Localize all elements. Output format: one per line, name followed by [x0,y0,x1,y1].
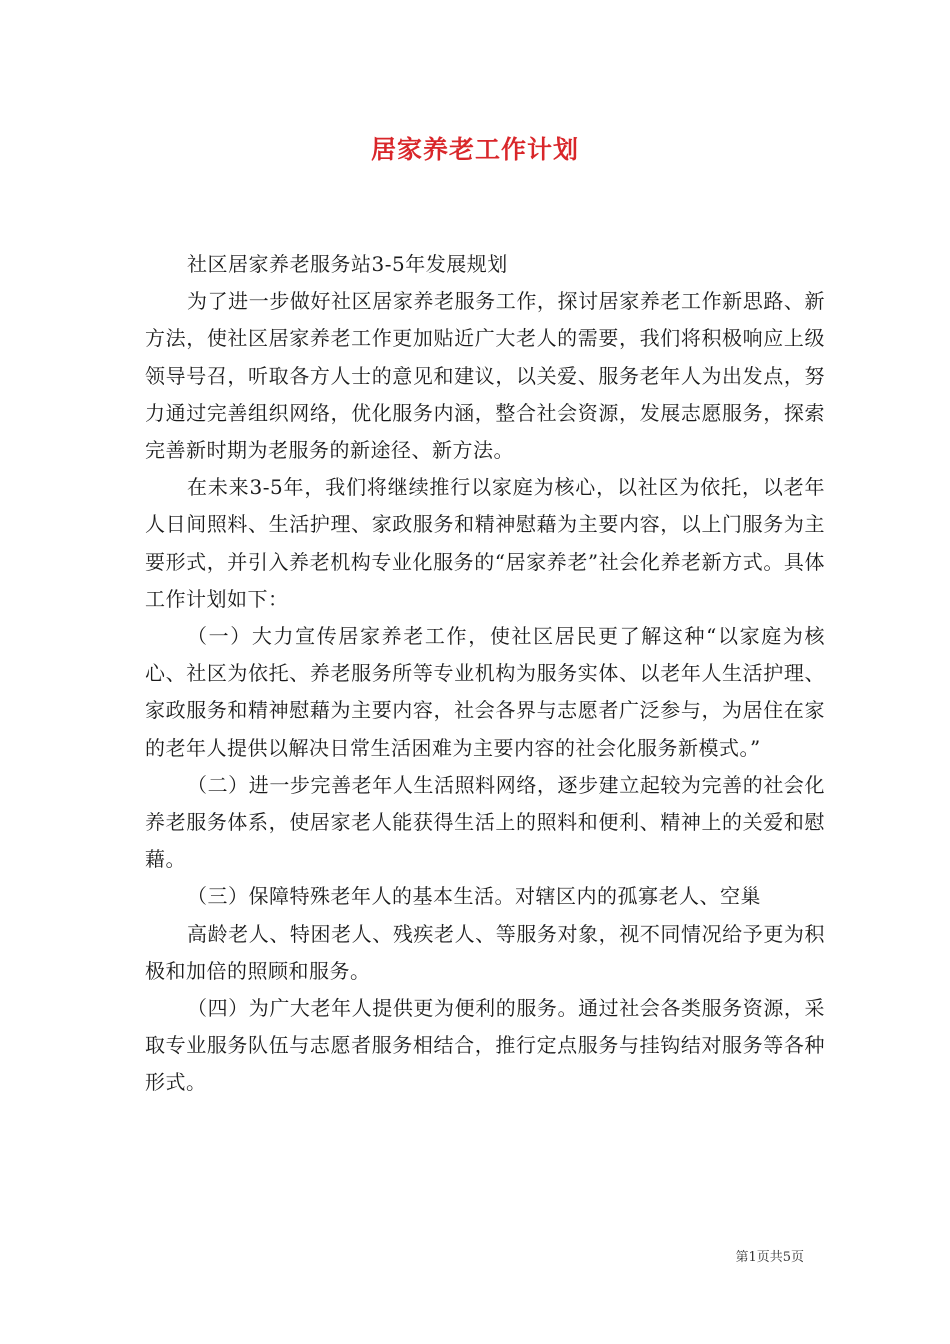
paragraph-item-1: （一）大力宣传居家养老工作，使社区居民更了解这种“以家庭为核心、社区为依托、养老服务所等专业机构为服务实体、以老年人生活护理、家政服务和精神慰藉为主要内容，社会各界与志愿者广泛参与，为居住在家的老年人提供以解决日常生活困难为主要内容的社会化服务新模式。” [145,624,825,760]
paragraph-item-3-continued: 高龄老人、特困老人、残疾老人、等服务对象，视不同情况给予更为积极和加倍的照顾和服务。 [145,921,825,983]
paragraph-subtitle: 社区居家养老服务站3-5年发展规划 [187,252,508,276]
paragraph-item-4: （四）为广大老年人提供更为便利的服务。通过社会各类服务资源，采取专业服务队伍与志愿者服务相结合，推行定点服务与挂钩结对服务等各种形式。 [145,996,825,1095]
page-number: 第1页共5页 [735,1250,804,1265]
paragraph-item-3: （三）保障特殊老年人的基本生活。对辖区内的孤寡老人、空巢 [187,884,761,909]
paragraph-item-2: （二）进一步完善老年人生活照料网络，逐步建立起较为完善的社会化养老服务体系，使居家老人能获得生活上的照料和便利、精神上的关爱和慰藉。 [145,772,825,872]
document-title: 居家养老工作计划 [370,135,579,164]
paragraph-plan: 在未来3-5年，我们将继续推行以家庭为核心，以社区为依托，以老年人日间照料、生活护理、家政服务和精神慰藉为主要内容，以上门服务为主要形式，并引入养老机构专业化服务的“居家养老”社会化养老新方式。具体工作计划如下： [145,475,825,611]
paragraph-intro: 为了进一步做好社区居家养老服务工作，探讨居家养老工作新思路、新方法，使社区居家养老工作更加贴近广大老人的需要，我们将积极响应上级领导号召，听取各方人士的意见和建议，以关爱、服务老年人为出发点，努力通过完善组织网络，优化服务内涵，整合社会资源，发展志愿服务，探索完善新时期为老服务的新途径、新方法。 [145,289,825,463]
document-body [145,246,825,1102]
